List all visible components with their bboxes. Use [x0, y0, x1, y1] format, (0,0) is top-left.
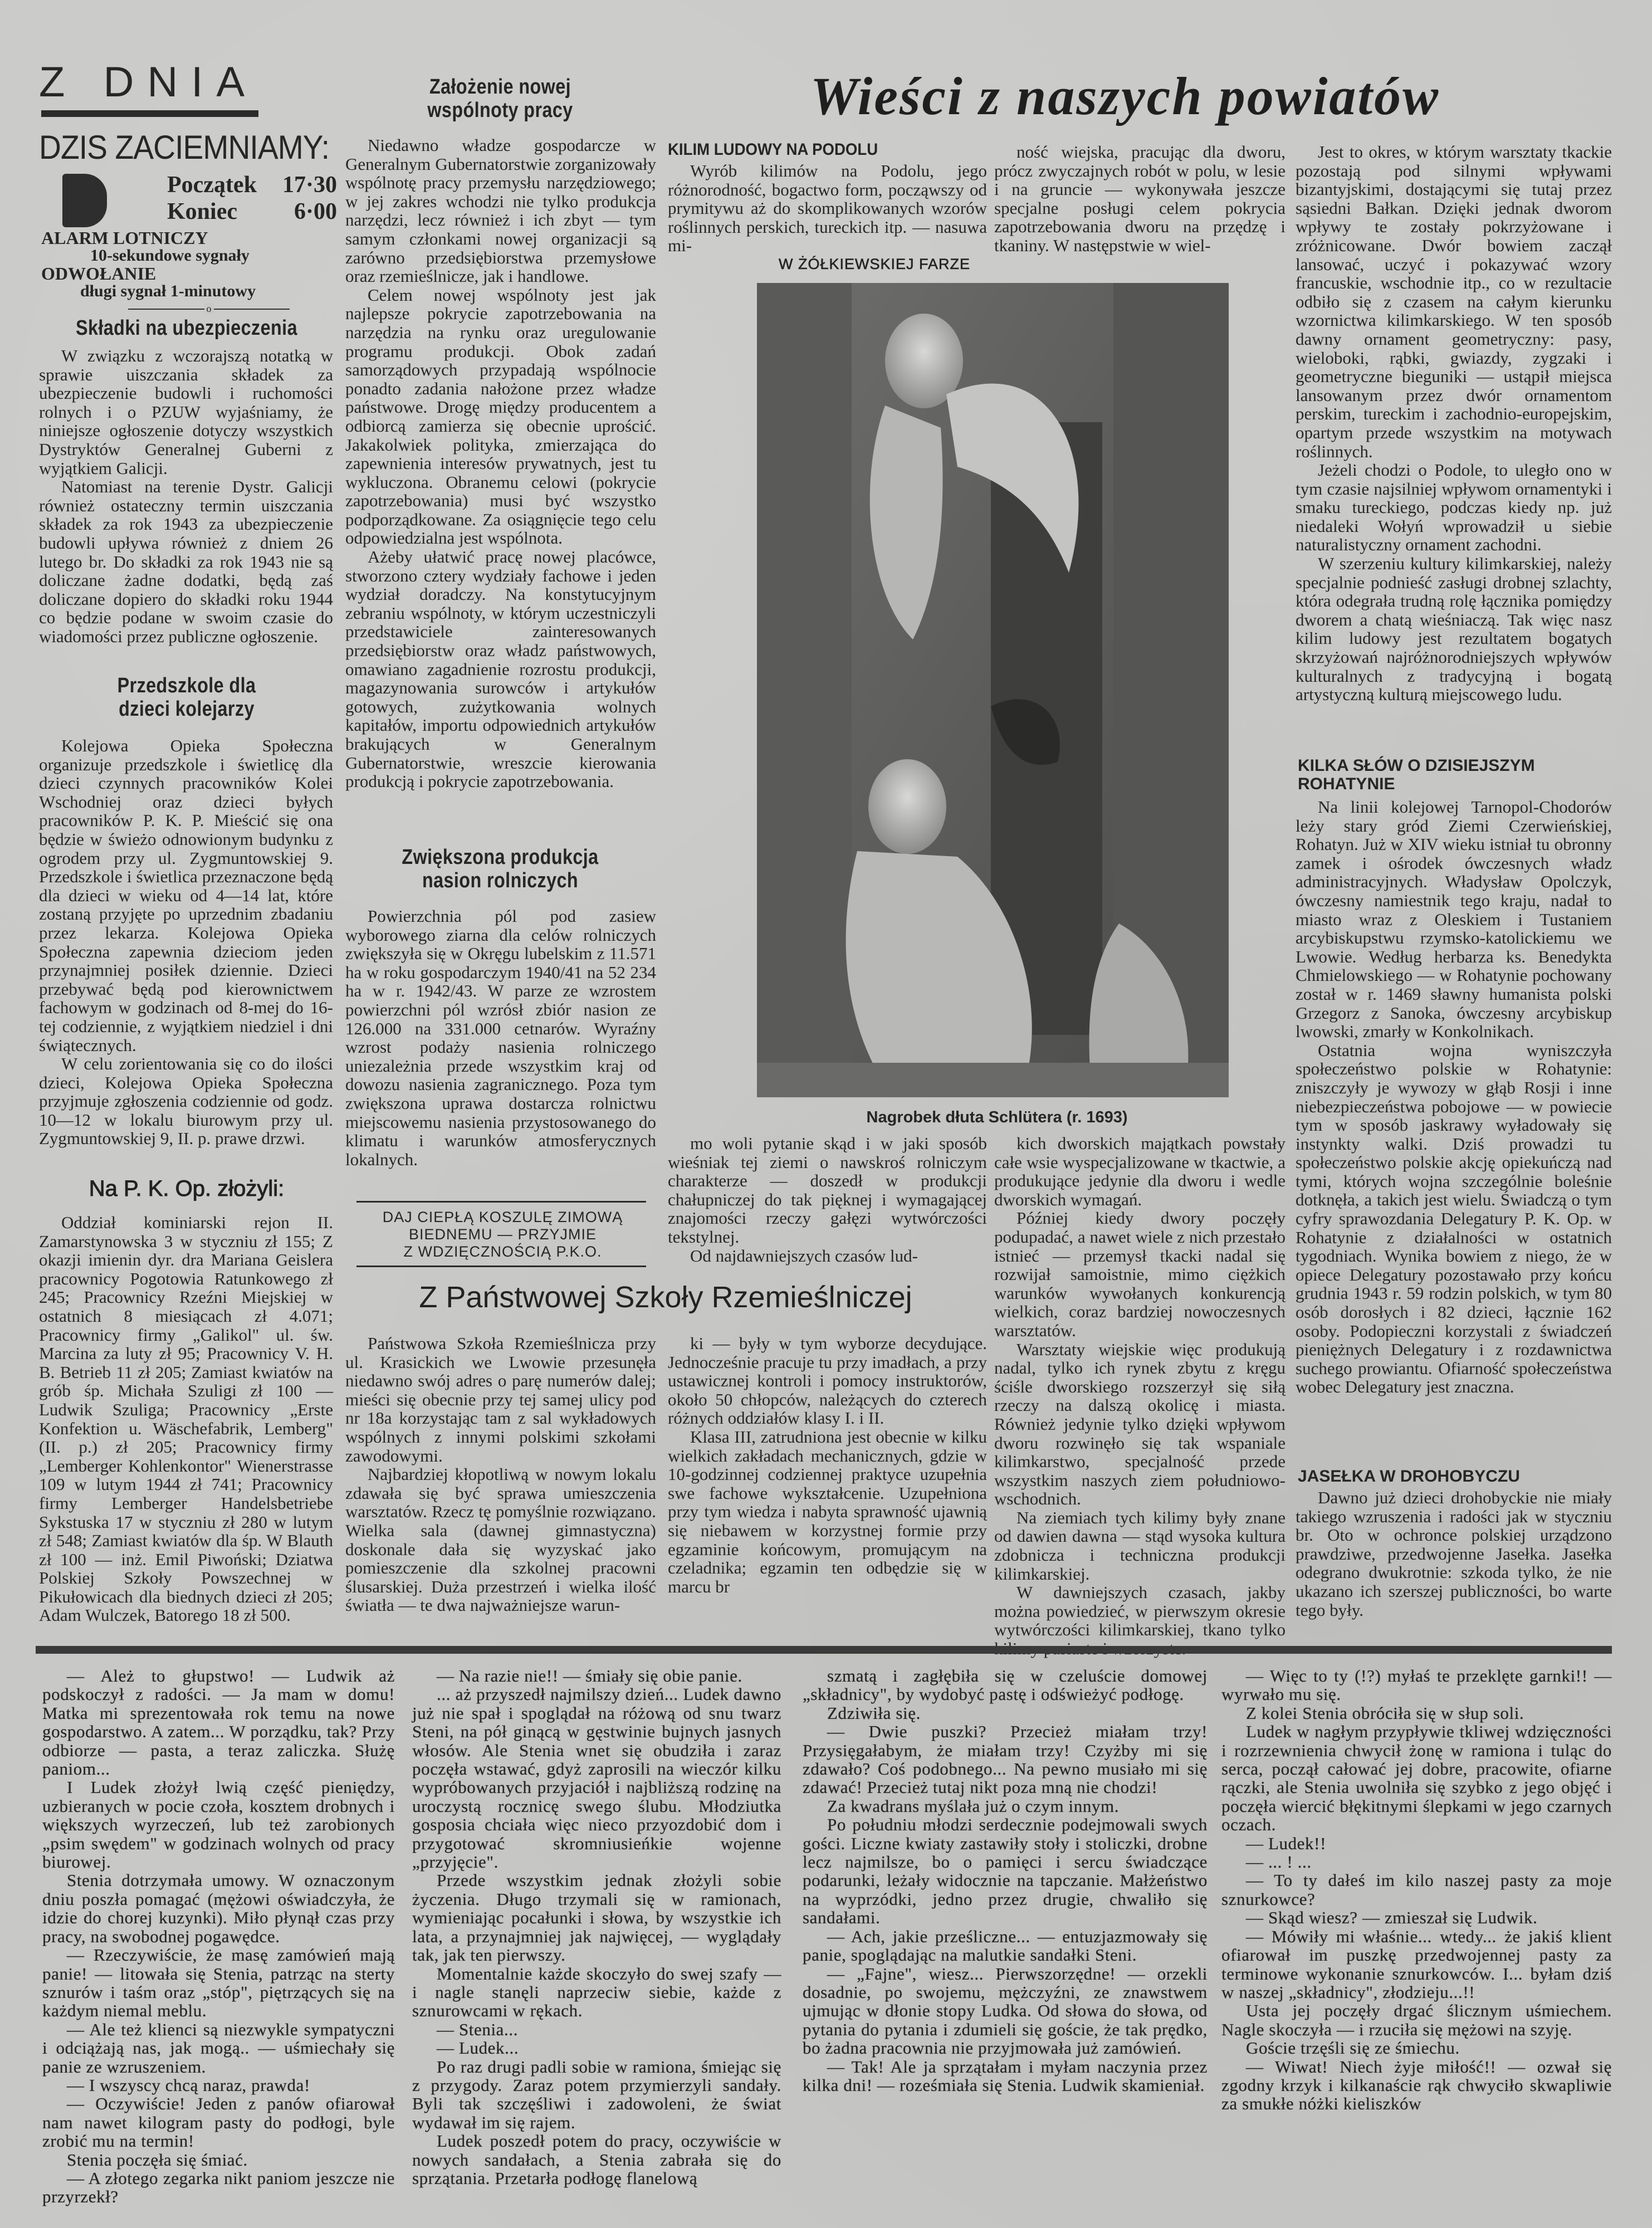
- paragraph: — Rzeczywiście, że masę zamówień mają panie! — litowała się Stenia, patrząc na sterty sznurów i taśm oraz „stóp", piętrzących się na każdym niemal meblu.: [42, 1945, 395, 2021]
- article-nasiona: [345, 907, 656, 1196]
- paragraph: Z kolei Stenia obróciła się w słup soli.: [1246, 1703, 1524, 1723]
- cancel-desc: długi sygnał 1-minutowy: [80, 282, 256, 300]
- paragraph: W związku z wczorajszą notatką w sprawie uiszczania składek za ubezpieczenie budowli i ruchomości rolnych i o PZUW wyjaśniamy, że niniejsze ogłoszenie dotyczy wszystkich Dystryktów Generalnej Guberni z wyjątkiem Galicji.: [39, 346, 333, 478]
- paragraph: Usta jej poczęły drgać ślicznym uśmiechem. Nagle skoczyła — i rzuciła się mężowi na szyję.: [1221, 2001, 1612, 2039]
- headline-skladki: Składki na ubezpieczenia: [76, 316, 297, 340]
- paragraph: Na ziemiach tych kilimy były znane od dawien dawna — stąd wysoka kultura zdobnicza i techniczna produkcji kilimkarskiej.: [994, 1507, 1286, 1584]
- cancel-label: ODWOŁANIE: [41, 263, 157, 284]
- paragraph: mo woli pytanie skąd i w jaki sposób wieśniak tej ziemi o nawskroś rolniczym charakterze — doszedł w produkcji chałupniczej do tak pięknej i wymagającej znajomości rzeczy gałęzi wytwórczości tekstylnej.: [668, 1133, 987, 1247]
- article-szkola-part1: [345, 1334, 656, 1638]
- paragraph: Momentalnie każde skoczyło do swej szafy — i nagle stanęli naprzeciw siebie, każde z sznurowcami w rękach.: [412, 1963, 781, 2021]
- paragraph: — Oczywiście! Jeden z panów ofiarował nam nawet kilogram pasty do podłogi, byle zrobić mu na termin!: [42, 2094, 395, 2151]
- paragraph: Jeżeli chodzi o Podole, to uległo ono w tym czasie najsilniej wpływom ornamentyki i smaku tureckiego, podczas kiedy np. już niedaleki Wołyń wprowadził u siebie naturalistyczny ornament zachodni.: [1296, 460, 1612, 555]
- alarm-info: [41, 228, 336, 302]
- blackout-title: DZIS ZACIEMNIAMY:: [39, 129, 330, 166]
- blackout-logo-icon: [62, 174, 107, 227]
- paragraph: Później kiedy dwory poczęły podupadać, a nawet wiele z nich przestało istnieć — przemysł tkacki nadal się rozwijał samoistnie, mimo ciężkich warunków wywołanych konkurencją wielkich, coraz bardziej nowoczesnych warsztatów.: [994, 1208, 1286, 1340]
- paragraph: Za kwadrans myślała już o czym innym.: [827, 1796, 1120, 1816]
- start-time: 17·30: [282, 172, 337, 198]
- article-wspolnota: [345, 136, 656, 835]
- paragraph: Państwowa Szkoła Rzemieślnicza przy ul. Krasickich we Lwowie przesunęła niedawno swój adres o parę numerów dalej; mieści się obecnie przy tej samej ulicy pod nr 18a korzystając tam z sal wykładowych wspólnych z innymi polskimi szkołami zawodowymi.: [345, 1333, 656, 1465]
- story-column-3: [803, 1667, 1208, 2228]
- paragraph: kich dworskich majątkach powstały całe wsie wyspecjalizowane w tkactwie, a produkujące jedynie dla dworu i wedle dworskich wymagań.: [994, 1133, 1286, 1209]
- headline-jaselka: JASEŁKA W DROHOBYCZU: [1298, 1467, 1520, 1486]
- photo-caption: Nagrobek dłuta Schlütera (r. 1693): [866, 1108, 1128, 1126]
- paragraph: — „Fajne", wiesz... Pierwszorzędne! — orzekli dosadnie, po swojemu, mężczyźni, ze znawstwem ujmując w dłonie stopy Ludka. Od słowa do słowa, od pytania do pytania i zdumieli się goście, że tak prędko, bo żadna pracownia nie przyjmowała już zamówień.: [803, 1963, 1208, 2058]
- alarm-label: ALARM LOTNICZY: [41, 228, 208, 248]
- section-masthead: [39, 59, 340, 108]
- paragraph: Celem nowej wspólnoty jest jak najlepsze pokrycie zapotrzebowania na narzędzia na rynku oraz uregulowanie programu produkcji. Obok zadań samorządowych przypadają wspólnocie ponadto zadania nałożone przez władze państwowe. Drogę między producentem a odbiorcą zamierza się obecnie uprościć. Jakakolwiek polityka, zmierzająca do zapewnienia interesów prywatnych, jest tu wykluczona. Obranemu celowi (pokrycie zapotrzebowania) musi być wszystko podporządkowane. Za osiągnięcie tego celu odpowiedzialna jest wspólnota.: [345, 285, 656, 548]
- paragraph: Ostatnia wojna wyniszczyła społeczeństwo polskie w Rohatynie: zniszczyły je wywozy w głąb Rosji i inne niebezpieczeństwa pobojowe — w powiecie tym w sposób jaskrawy wyładowały się instynkty walki. Dziś prowadzi tu społeczeństwo polskie akcję opiekuńczą nad tymi, których wojna szczególnie boleśnie dotknęła, a takich jest wielu. Świadczą o tym cyfry sprawozdania Delegatury P. K. Op. w Rohatynie z działalności w ostatnich tygodniach. Wynika bowiem z niego, że w opiece Delegatury pozostawało przy końcu grudnia 1943 r. 59 rodzin polskich, w tym 80 osób dorosłych i 82 dzieci, łącznie 162 osoby. Podopieczni korzystali z świadczeń pieniężnych Delegatury i z rozdawnictwa suchego prowiantu. Ofiarność społeczeństwa wobec Delegatury jest znaczna.: [1296, 1040, 1612, 1397]
- paragraph: Zdziwiła się.: [827, 1703, 921, 1723]
- paragraph: — Stenia...: [437, 2019, 519, 2039]
- paragraph: — Tak! Ale ja sprzątałam i myłam naczynia przez kilka dni! — roześmiała się Stenia. Ludwik skamieniał.: [803, 2056, 1208, 2095]
- paragraph: Niedawno władze gospodarcze w Generalnym Gubernatorstwie zorganizowały wspólnotę pracy przemysłu narzędziowego; w jej zakres wchodzi nie tylko produkcja narzędzi, lecz również i ich zbyt — tym samym członkami nowej organizacji są zarówno przedsiębiorstwa przemysłowe oraz rzemieślnicze, jak i handlowe.: [345, 135, 656, 286]
- paragraph: — I wszyscy chcą naraz, prawda!: [67, 2075, 310, 2095]
- article-kilim-part1: [668, 161, 987, 256]
- headline-rohatyn: KILKA SŁÓW O DZISIEJSZYM ROHATYNIE: [1298, 756, 1535, 793]
- paragraph: W szerzeniu kultury kilimkarskiej, należy specjalnie podnieść zasługi drobnej szlachty, która odegrała trudną rolę łącznika pomiędzy dworem a chatą wieśniaczą. Tak więc nasz kilim ludowy jest rezultatem bogatych skrzyżowań najróżnorodniejszych wpływów kulturalnych z tradycyjną i bogatą artystyczną kulturą miejscowego ludu.: [1296, 554, 1612, 705]
- article-kilim-part3: [668, 1134, 987, 1267]
- start-label: Początek: [167, 172, 257, 198]
- paragraph: Ludek poszedł potem do pracy, oczywiście w nowych sandałach, a Stenia zabrała się do sprzątania. Przetarła podłogę flanelową: [412, 2131, 781, 2188]
- headline-nasiona: Zwiększona produkcja nasion rolniczych: [402, 846, 599, 892]
- paragraph: — Ludek!!: [1246, 1833, 1326, 1853]
- paragraph: I Ludek złożył lwią część pieniędzy, uzbieranych w pocie czoła, kosztem drobnych i większych wyrzeczeń, lub też zarobionych „psim swędem" w godzinach wolnych od pracy biurowej.: [42, 1777, 395, 1872]
- headline-przedszkole: Przedszkole dla dzieci kolejarzy: [117, 674, 256, 721]
- paragraph: — To ty dałeś im kilo naszej pasty za moje sznurkowce?: [1221, 1870, 1612, 1909]
- paragraph: Najbardziej kłopotliwą w nowym lokalu zdawała się być sprawa umieszczenia warsztatów. Rzecz tę pomyślnie rozwiązano. Wielka sala (dawnej gimnastyczna) doskonale dała się wyzyskać jako pomieszczenie dla szkolnej pracowni ślusarskiej. Duża przestrzeń i wielka ilość światła — te dwa najważniejsze warun-: [345, 1464, 656, 1615]
- paragraph: szmatą i zagłębiła się w czeluście domowej „składnicy", by wydobyć pastę i odświeżyć podłogę.: [803, 1666, 1208, 1704]
- paragraph: W dawniejszych czasach, jakby można powiedzieć, w pierwszym okresie wytwórczości kilimkarskiej, tkano tylko: [994, 1582, 1286, 1640]
- paragraph: — ... ! ...: [1246, 1852, 1312, 1872]
- paragraph: Kolejowa Opieka Społeczna organizuje przedszkole i świetlicę dla dzieci czynnych pracowników Kolei Wschodniej oraz dzieci byłych pracowników P. K. P. Mieścić się ona będzie w świeżo odnowionym budynku z ogrodem przy ul. Zygmuntowskiej 9. Przedszkole i świetlica przeznaczone będą dla dzieci w wieku od 4—14 lat, które zostaną przyjęte po uprzednim zbadaniu przez lekarza. Kolejowa Opieka Społeczna zapewnia dzieciom jeden przynajmniej posiłek dziennie. Dzieci przebywać będą pod kierownictwem fachowym w godzinach od 8-mej do 16-tej codziennie, z wyjątkiem niedziel i dni świątecznych.: [39, 736, 333, 1055]
- story-column-4: [1221, 1667, 1612, 2228]
- paragraph: — Wiwat! Niech żyje miłość!! — ozwał się zgodny krzyk i kilkanaście rąk chwyciło skwapliwie za smukłe nóżki kieliszków: [1221, 2056, 1612, 2114]
- paragraph: — Mówiły mi właśnie... wtedy... że jakiś klient ofiarował im puszkę przedwojennej pasty za terminowe wykonanie sznurkowców. I... byłam dziś w naszej „składnicy", złodzieju...!!: [1221, 1926, 1612, 2002]
- appeal-line: DAJ CIEPŁĄ KOSZULĘ ZIMOWĄ: [382, 1209, 623, 1225]
- paragraph: Powierzchnia pól pod zasiew wyborowego ziarna dla celów rolniczych zwiększyła się w Okręgu lubelskim z 11.571 ha w roku gospodarczym 1940/41 na 52 234 ha w r. 1942/43. W parze ze wzrostem powierzchni pól wzrósł zbiór nasion ze 126.000 na 331.000 cetnarów. Wyraźny wzrost podaży nasienia rolniczego uniezależnia przede wszystkim kraj od dowozu nasienia zagranicznego. Poza tym zwiększona uprawa dostarcza rolnictwu miejscowemu nasienia przystosowanego do klimatu i warunków atmosferycznych lokalnych.: [345, 906, 656, 1169]
- blackout-times: [167, 172, 337, 227]
- paragraph: ki — były w tym wyborze decydujące. Jednocześnie pracuje tu przy imadłach, a przy ustawicznej kontroli i pomocy instruktorów, około 50 chłopców, należących do czterech różnych oddziałów klasy I. i II.: [668, 1333, 987, 1428]
- photo-heading: W ŻÓŁKIEWSKIEJ FARZE: [778, 256, 971, 272]
- alarm-desc: 10-sekundowe sygnały: [90, 246, 250, 265]
- divider: [128, 303, 290, 314]
- article-kilim-part4: [994, 1134, 1286, 1638]
- paragraph: — Ale też klienci są niezwykle sympatyczni i odciążają nas, jak mogą.. — uśmiechały się panie ze wzruszeniem.: [42, 2019, 395, 2076]
- paragraph: Ludek w nagłym przypływie tkliwej wdzięczności i rozrzewnienia chwycił żonę w ramiona i tuląc do serca, począł całować jej dobre, pracowite, ofiarne rączki, ale Stenia uwolniła się szybko z jego objęć i poczęła wiercić błękitnymi ślepkami w jego czarnych oczach.: [1221, 1722, 1612, 1835]
- headline-szkola: Z Państwowej Szkoły Rzemieślniczej: [419, 1281, 912, 1314]
- blackout-heading: [39, 129, 340, 168]
- sculpture-image: [757, 283, 1229, 1097]
- appeal-line: Z WDZIĘCZNOŚCIĄ P.K.O.: [403, 1243, 602, 1260]
- section-title-powiaty: Wieści z naszych powiatów: [810, 66, 1440, 126]
- paragraph: Ażeby ułatwić pracę nowej placówce, stworzono cztery wydziały fachowe i jeden wydział doradczy. Na konstytucyjnym zebraniu wspólnoty, w którym uczestniczyli przedstawiciele zainteresowanych przedsiębiorstw oraz władz państwowych, omawiano zagadnienie rozrostu produkcji, magazynowania surowców i artykułów gotowych, zużytkowania wolnych kapitałów, importu odpowiednich artykułów brakujących w Generalnym Gubernatorstwie, wreszcie kierowania produkcją i pokrycie zapotrzebowania.: [345, 547, 656, 791]
- appeal-line: BIEDNEMU — PRZYJMIE: [408, 1226, 597, 1243]
- article-skladki: [39, 346, 333, 664]
- end-time: 6·00: [294, 199, 337, 224]
- appeal-rule-bottom: [356, 1266, 646, 1267]
- paragraph: — Ależ to głupstwo! — Ludwik aż podskoczył z radości. — Ja mam w domu! Matka mi sprezentowała rok temu na nowe gospodarstwo. A zatem... W porządku, tak? Przy odbiorze — pasta, a teraz zaliczka. Służę paniom...: [42, 1666, 395, 1779]
- paragraph: — Ach, jakie prześliczne... — entuzjazmowały się panie, spoglądając na malutkie sandałki Steni.: [803, 1926, 1208, 1965]
- paragraph: Wyrób kilimów na Podolu, jego różnorodność, bogactwo form, począwszy od prymitywu aż do skomplikowanych wzorów roślinnych perskich, tureckich itp. — nasuwa mi-: [668, 161, 987, 256]
- paragraph: — Ludek...: [437, 2038, 519, 2058]
- end-label: Koniec: [167, 199, 237, 224]
- paragraph: Od najdawniejszych czasów lud-: [690, 1245, 918, 1266]
- article-kilim-part5: [1296, 143, 1612, 740]
- paragraph: Klasa III, zatrudniona jest obecnie w kilku wielkich zakładach mechanicznych, gdzie w 10-godzinnej codziennej praktyce uzupełnia swe fachowe wykształcenie. Uzupełniona przy tym wiedza i nabyta sprawność ujawnią się niebawem w korzystnej formie przy egzaminie końcowym, promującym na czeladnika; egzamin ten odbędzie się w marcu br: [668, 1426, 987, 1596]
- paragraph: ność wiejska, pracując dla dworu, prócz zwyczajnych robót w polu, w lesie i na gruncie — wykonywała jeszcze specjalne posługi celem pokrycia zapotrzebowania dworu na przędzę i tkaniny. W następstwie w wiel-: [994, 142, 1286, 255]
- paragraph: — A złotego zegarka nikt paniom jeszcze nie przyrzekł?: [42, 2168, 395, 2207]
- paragraph: — Skąd wiesz? — zmieszał się Ludwik.: [1246, 1908, 1538, 1928]
- paragraph: Natomiast na terenie Dystr. Galicji również ostateczny termin uiszczania składek za rok 1943 za ubezpieczenie budowli upływa również z dniem 26 lutego br. Do składki za rok 1943 nie są doliczane żadne dodatki, będą zaś doliczane dopiero do składki roku 1944 co będzie podane w swoim czasie do wiadomości przez publiczne ogłoszenie.: [39, 477, 333, 646]
- paragraph: W celu zorientowania się co do ilości dzieci, Kolejowa Opieka Społeczna przyjmuje zgłoszenia codziennie od godz. 10—12 w lokalu biurowym przy ul. Zygmuntowskiej 9, II. p. prawe drzwi.: [39, 1054, 333, 1149]
- paragraph: Stenia dotrzymała umowy. W oznaczonym dniu poszła pomagać (mężowi oświadczyła, że idzie do chorej kuzynki). Miło płynął czas przy pracy, na swobodnej pogawędce.: [42, 1870, 395, 1946]
- headline-kilim: KILIM LUDOWY NA PODOLU: [668, 140, 878, 159]
- article-pkop: [39, 1213, 333, 1636]
- paragraph: Dawno już dzieci drohobyckie nie miały takiego wzruszenia i radości jak w styczniu br. Oto w ochronce polskiej urządzono prawdziwe, przedwojenne Jasełka. Jasełka odegrano dwukrotnie: szkoda tylko, że nie ukazano ich szerszej publiczności, bo warte tego były.: [1296, 1488, 1612, 1620]
- paragraph: — Więc to ty (!?) myłaś te przeklęte garnki!! — wyrwało mu się.: [1221, 1666, 1612, 1704]
- story-column-1: [42, 1667, 395, 2228]
- paragraph: — Na razie nie!! — śmiały się obie panie.: [437, 1666, 742, 1685]
- section-title: Z DNIA: [39, 58, 258, 106]
- article-szkola-part2: [668, 1334, 987, 1638]
- article-rohatyn: [1296, 798, 1612, 1466]
- paragraph: Na linii kolejowej Tarnopol-Chodorów leży stary gród Ziemi Czerwieńskiej, Rohatyn. Już w XIV wieku istniał tu obronny zamek i ośrodek ówczesnych władz administracyjnych. Władysław Opolczyk, ówczesny namiestnik tego kraju, nadał to miasto wraz z Oleskiem i Tustaniem arcybiskupstwu rzymsko-katolickiemu we Lwowie. Według herbarza ks. Benedykta Chmielowskiego — w Rohatynie pochowany został w r. 1469 sławny humanista polski Grzegorz z Sanoka, ówczesny arcybiskup lwowski, zmarły w Konkolnikach.: [1296, 797, 1612, 1042]
- section-divider: [36, 1646, 1612, 1654]
- paragraph: ... aż przyszedł najmilszy dzień... Ludek dawno już nie spał i spoglądał na różową od snu twarz Steni, na pół ginącą w gęstwinie bujnych jasnych włosów. Ale Stenia wnet się obudziła i zaraz poczęła wstawać, gdyż zaprosili na wieczór kilku wypróbowanych przyjaciół i najbliższą rodzinę na uroczystą rocznicę swego ślubu. Młodziutka gosposia chciała więc nieco przyozdobić dom i przygotować skromniusieńkie wojenne „przyjęcie".: [412, 1684, 781, 1872]
- tombstone-photo: [757, 283, 1229, 1097]
- paragraph: Po raz drugi padli sobie w ramiona, śmiejąc się z przygody. Zaraz potem przymierzyli sandały. Byli tak szczęśliwi i zadowoleni, że świat wydawał im się rajem.: [412, 2056, 781, 2132]
- paragraph: Jest to okres, w którym warsztaty tkackie pozostają pod silnymi wpływami bizantyjskimi, dostającymi się tutaj przez sąsiedni Bałkan. Dzięki jednak dworom wpływy te zostały pokrzyżowane i zróżnicowane. Dwór bowiem zaczął lansować, uczyć i pokazywać wzory francuskie, wschodnie itp., co w rezultacie odbiło się z czasem na całym kierunku wzornictwa kilimkarskiego. W ten sposób dawny ornament geometryczny: pasy, wieloboki, rąbki, gwiazdy, zygzaki i geometryczne bieguniki — ustąpił miejsca lansowanym przez dwór ornamentom perskim, tureckim i zachodnio-europejskim, opartym przede wszystkim na motywach roślinnych.: [1296, 142, 1612, 461]
- paragraph: Po południu młodzi serdecznie podejmowali swych gości. Liczne kwiaty zastawiły stoły i stoliczki, drobne lecz najmilsze, bo o pamięci i sercu świadczące podarunki, leżały widocznie na tapczanie. Małżeństwo na wyprzódki, jedno przez drugie, chwaliło się sandałami.: [803, 1815, 1208, 1928]
- paragraph: Stenia poczęła się śmiać.: [67, 2149, 248, 2170]
- paragraph: Przede wszystkim jednak złożyli sobie życzenia. Długo trzymali się w ramionach, wymieniając pocałunki i słowa, by wszystkie ich lata, a przynajmniej jak najwięcej, — wyglądały tak, jak ten pierwszy.: [412, 1870, 781, 1965]
- divider-mark: o: [204, 303, 214, 314]
- headline-wspolnota: Założenie nowej wspólnoty pracy: [427, 75, 573, 122]
- title-rule: [41, 110, 258, 117]
- article-kilim-part2: [994, 142, 1286, 255]
- appeal-rule-top: [356, 1201, 646, 1203]
- article-jaselka: [1296, 1488, 1612, 1639]
- appeal-box: [351, 1209, 654, 1264]
- paragraph: Goście trzęśli się ze śmiechu.: [1246, 2038, 1460, 2058]
- paragraph: Oddział kominiarski rejon II. Zamarstynowska 3 w styczniu zł 155; Z okazji imienin dyr. dra Mariana Geislera pracownicy Pogotowia Ratunkowego zł 245; Pracownicy Rzeźni Miejskiej w ostatnich 8 miesiącach zł 4.071; Pracownicy firmy „Galikol" ul. św. Marcina za luty zł 95; Pracownicy V. H. B. Betrieb 11 zł 205; Zamiast kwiatów na grób śp. Michała Szuligi zł 100 — Ludwik Szuliga; Pracownicy „Erste Konfektion u. Wäschefabrik, Lemberg" (II. p.) zł 205; Pracownicy firmy „Lemberger Kohlenkontor" Wienerstrasse 109 w lutym 1944 zł 741; Pracownicy firmy Lemberger Handelsbetriebe Sykstuska 17 w styczniu zł 280 w lutym zł 548; Zamiast kwiatów dla śp. W Blauth zł 100 — inż. Emil Piwoński; Dziatwa Polskiej Szkoły Powszechnej w Pikułowicach dla biednych dzieci zł 205; Adam Wulczek, Batorego 18 zł 500.: [39, 1213, 333, 1625]
- story-column-2: [412, 1667, 781, 2228]
- paragraph: — Dwie puszki? Przecież miałam trzy! Przysięgałabym, że miałam trzy! Czyżby mi się zdawało? Coś podobnego... Na pewno musiało mi się zdawać! Przecież tutaj nikt poza mną nie chodzi!: [803, 1722, 1208, 1797]
- headline-pkop: Na P. K. Op. złożyli:: [89, 1176, 285, 1201]
- paragraph: Warsztaty wiejskie więc produkują nadal, tylko ich rynek zbytu z kręgu ściśle dworskiego rozszerzył się siłą rzeczy na dalszą okolicę i miasta. Również jedynie tylko dzięki wpływom dworu rozwinęło się tak wspaniale kilimkarstwo, specjalność przede wszystkim naszych ziem południowo-wschodnich.: [994, 1339, 1286, 1509]
- article-przedszkole: [39, 736, 333, 1149]
